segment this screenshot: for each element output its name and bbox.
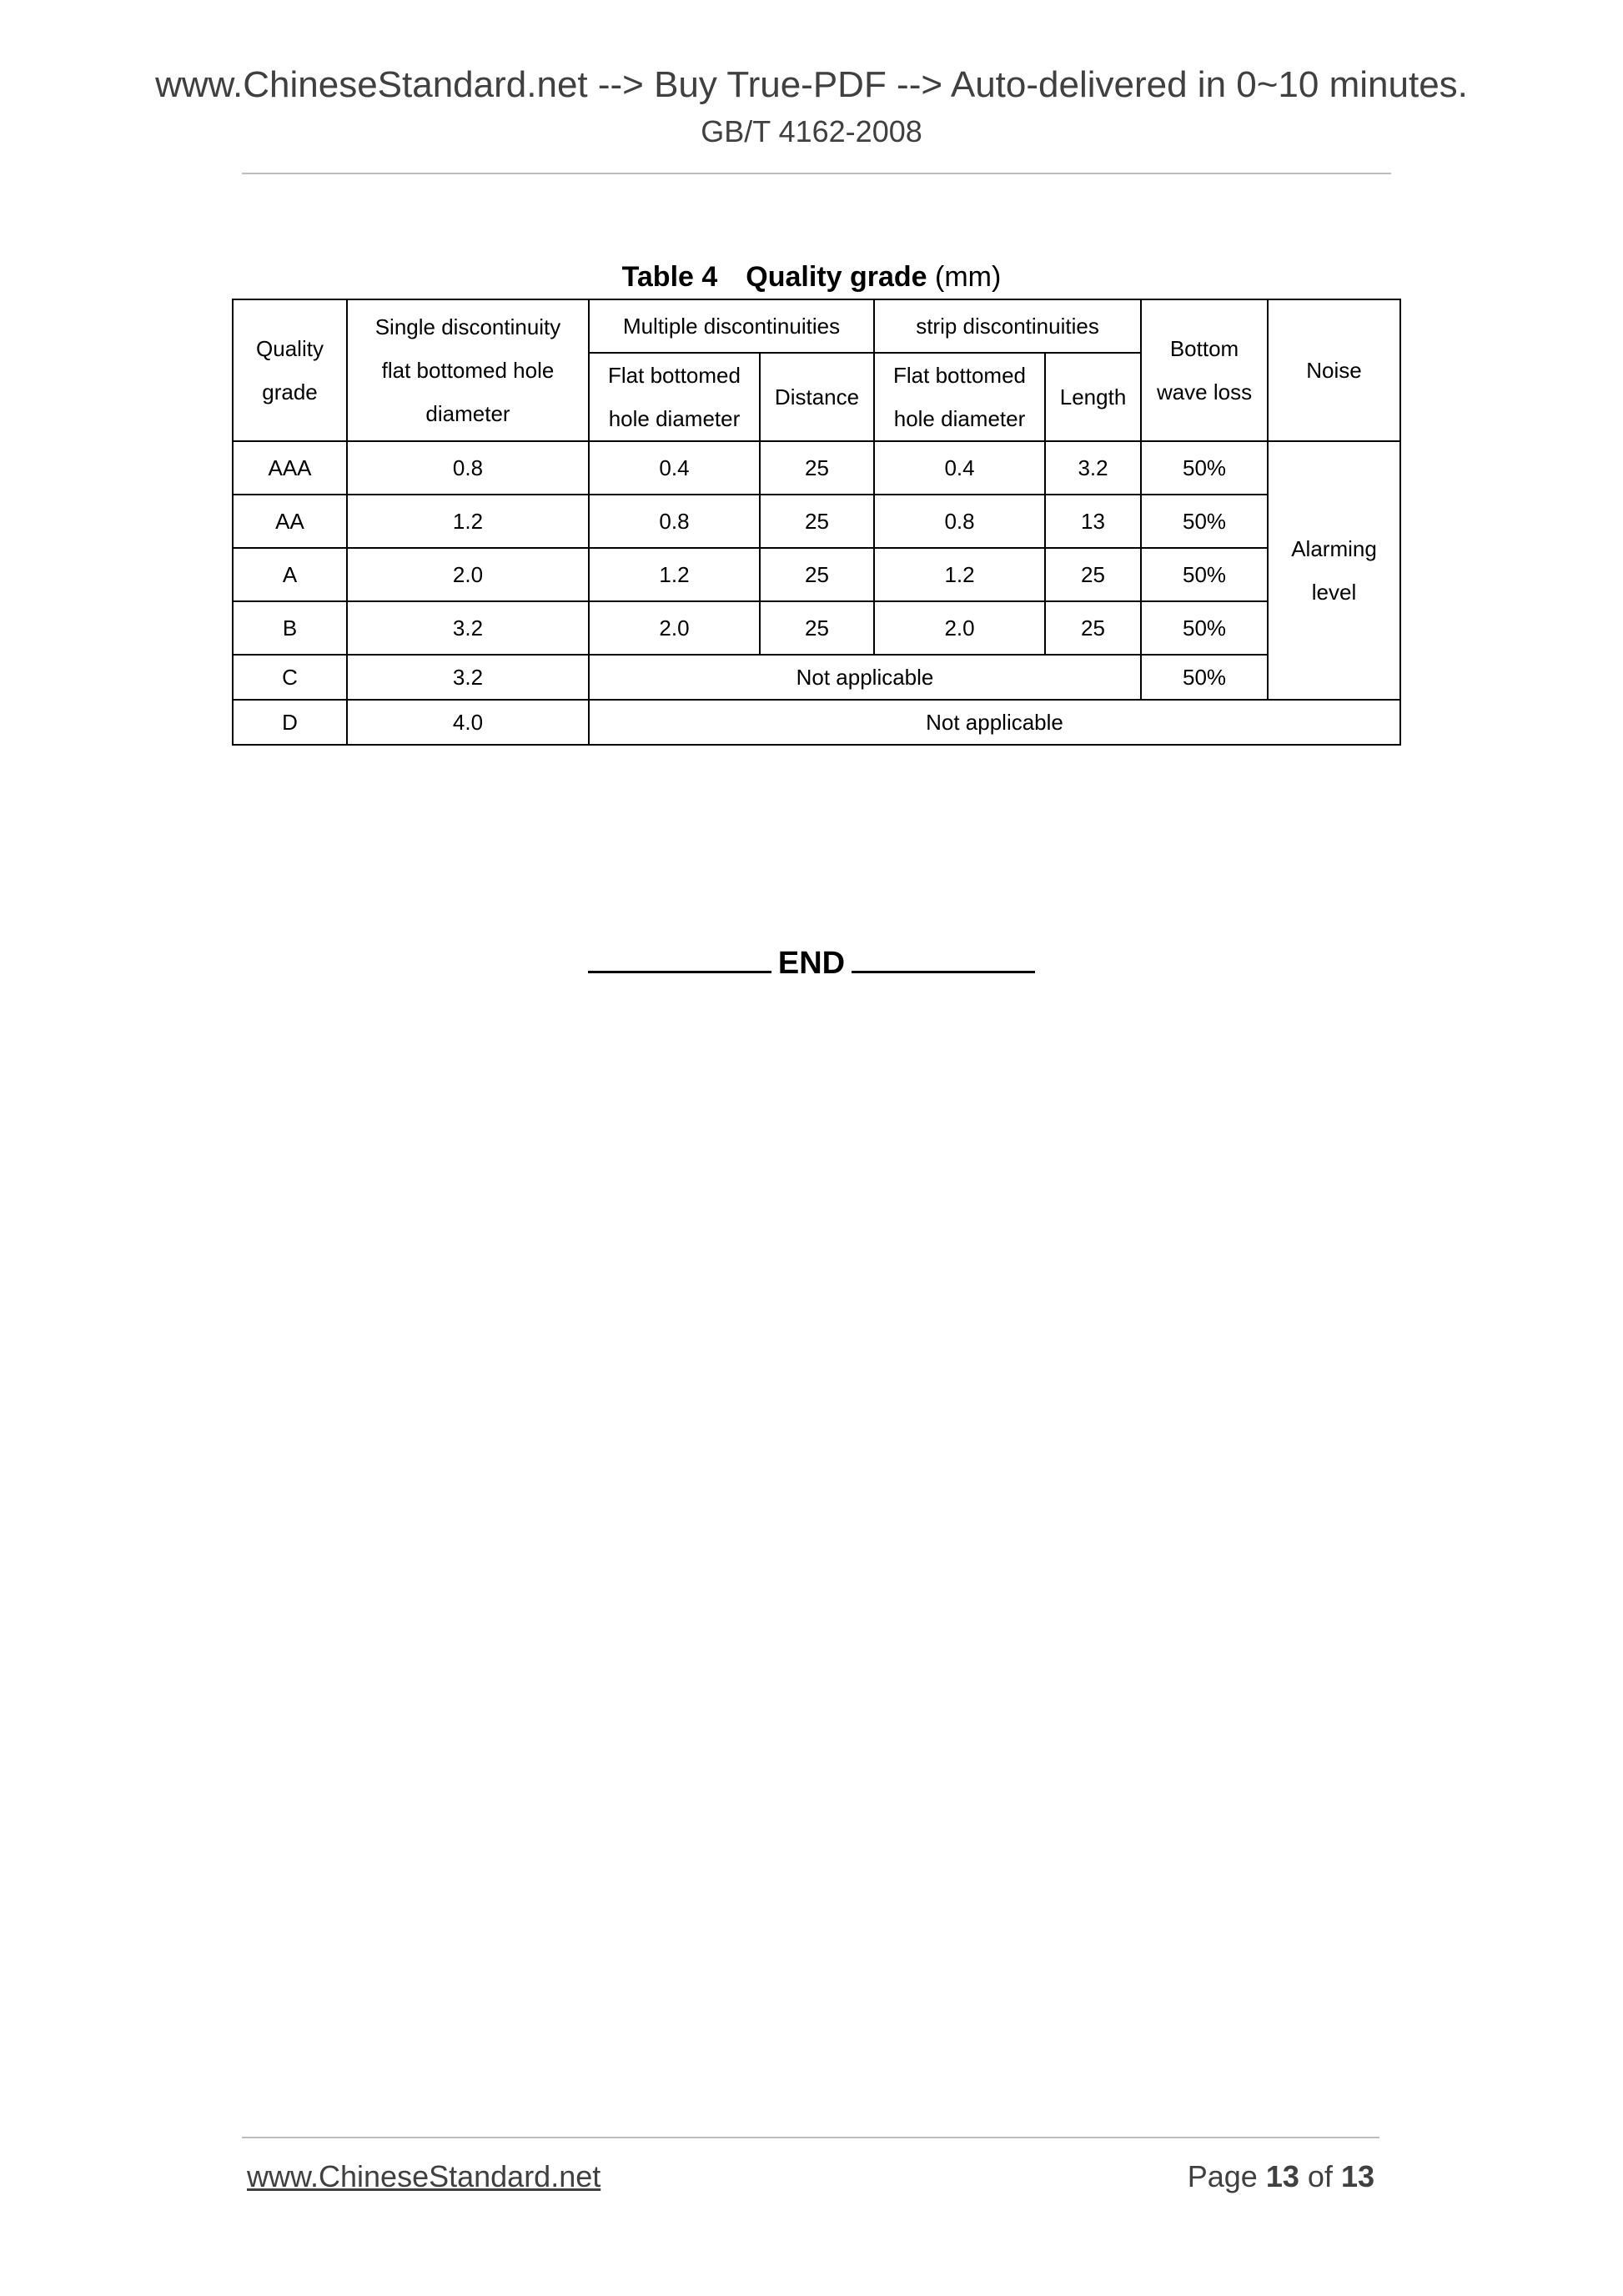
cell-grade: C (233, 655, 347, 700)
cell-single: 2.0 (347, 548, 589, 601)
header-multiple-discontinuities: Multiple discontinuities (589, 299, 874, 353)
page-current: 13 (1265, 2159, 1299, 2193)
footer-divider (242, 2137, 1379, 2138)
cell-strip-length: 13 (1045, 495, 1141, 548)
table-title (0, 259, 1623, 295)
cell-multiple-fbh: 0.8 (589, 495, 760, 548)
end-rule-right (852, 939, 1035, 973)
cell-single: 3.2 (347, 601, 589, 655)
cell-strip-fbh: 0.4 (874, 441, 1045, 495)
table-unit: (mm) (935, 261, 1002, 293)
cell-multiple-fbh: 0.4 (589, 441, 760, 495)
cell-strip-length: 25 (1045, 601, 1141, 655)
cell-bottom-wave-loss: 50% (1141, 441, 1268, 495)
header-bottom-wave-loss: Bottom wave loss (1141, 299, 1268, 441)
header-multiple-fbh: Flat bottomed hole diameter (589, 353, 760, 441)
cell-grade: B (233, 601, 347, 655)
cell-bottom-wave-loss: 50% (1141, 655, 1268, 700)
cell-bottom-wave-loss: 50% (1141, 495, 1268, 548)
cell-grade: D (233, 700, 347, 745)
cell-strip-fbh: 0.8 (874, 495, 1045, 548)
cell-multiple-distance: 25 (760, 441, 874, 495)
cell-single: 3.2 (347, 655, 589, 700)
cell-multiple-distance: 25 (760, 548, 874, 601)
cell-grade: AAA (233, 441, 347, 495)
table-row (233, 495, 1400, 548)
header-divider (242, 173, 1391, 174)
cell-multiple-distance: 25 (760, 601, 874, 655)
cell-not-applicable: Not applicable (589, 700, 1400, 745)
table-row (233, 441, 1400, 495)
header-noise: Noise (1268, 299, 1400, 441)
cell-not-applicable: Not applicable (589, 655, 1141, 700)
cell-single: 0.8 (347, 441, 589, 495)
end-rule-left (588, 939, 771, 973)
header-single-discontinuity: Single discontinuity flat bottomed hole diameter (347, 299, 589, 441)
header-strip-discontinuities: strip discontinuities (874, 299, 1141, 353)
table-row (233, 601, 1400, 655)
table-row (233, 655, 1400, 700)
cell-grade: A (233, 548, 347, 601)
page-total: 13 (1340, 2159, 1374, 2193)
table-number: Table 4 (621, 261, 718, 293)
table-name: Quality grade (746, 261, 927, 293)
footer-website-link[interactable]: www.ChineseStandard.net (247, 2159, 601, 2193)
cell-bottom-wave-loss: 50% (1141, 548, 1268, 601)
header-quality-grade: Quality grade (233, 299, 347, 441)
cell-multiple-distance: 25 (760, 495, 874, 548)
header-multiple-distance: Distance (760, 353, 874, 441)
cell-strip-length: 3.2 (1045, 441, 1141, 495)
table-row (233, 700, 1400, 745)
cell-strip-fbh: 2.0 (874, 601, 1045, 655)
end-marker (0, 939, 1623, 985)
end-text: END (777, 946, 846, 981)
cell-multiple-fbh: 2.0 (589, 601, 760, 655)
page-indicator: Page 13 of 13 (1187, 2159, 1374, 2193)
cell-strip-fbh: 1.2 (874, 548, 1045, 601)
cell-strip-length: 25 (1045, 548, 1141, 601)
quality-grade-table (232, 299, 1401, 746)
header-strip-length: Length (1045, 353, 1141, 441)
cell-single: 4.0 (347, 700, 589, 745)
header-banner: www.ChineseStandard.net --> Buy True-PDF --> Auto-delivered in 0~10 minutes. (155, 64, 1468, 105)
cell-noise: Alarming level (1268, 441, 1400, 700)
table-row (233, 548, 1400, 601)
cell-bottom-wave-loss: 50% (1141, 601, 1268, 655)
cell-single: 1.2 (347, 495, 589, 548)
cell-multiple-fbh: 1.2 (589, 548, 760, 601)
cell-grade: AA (233, 495, 347, 548)
document-code: GB/T 4162-2008 (701, 114, 922, 148)
header-strip-fbh: Flat bottomed hole diameter (874, 353, 1045, 441)
